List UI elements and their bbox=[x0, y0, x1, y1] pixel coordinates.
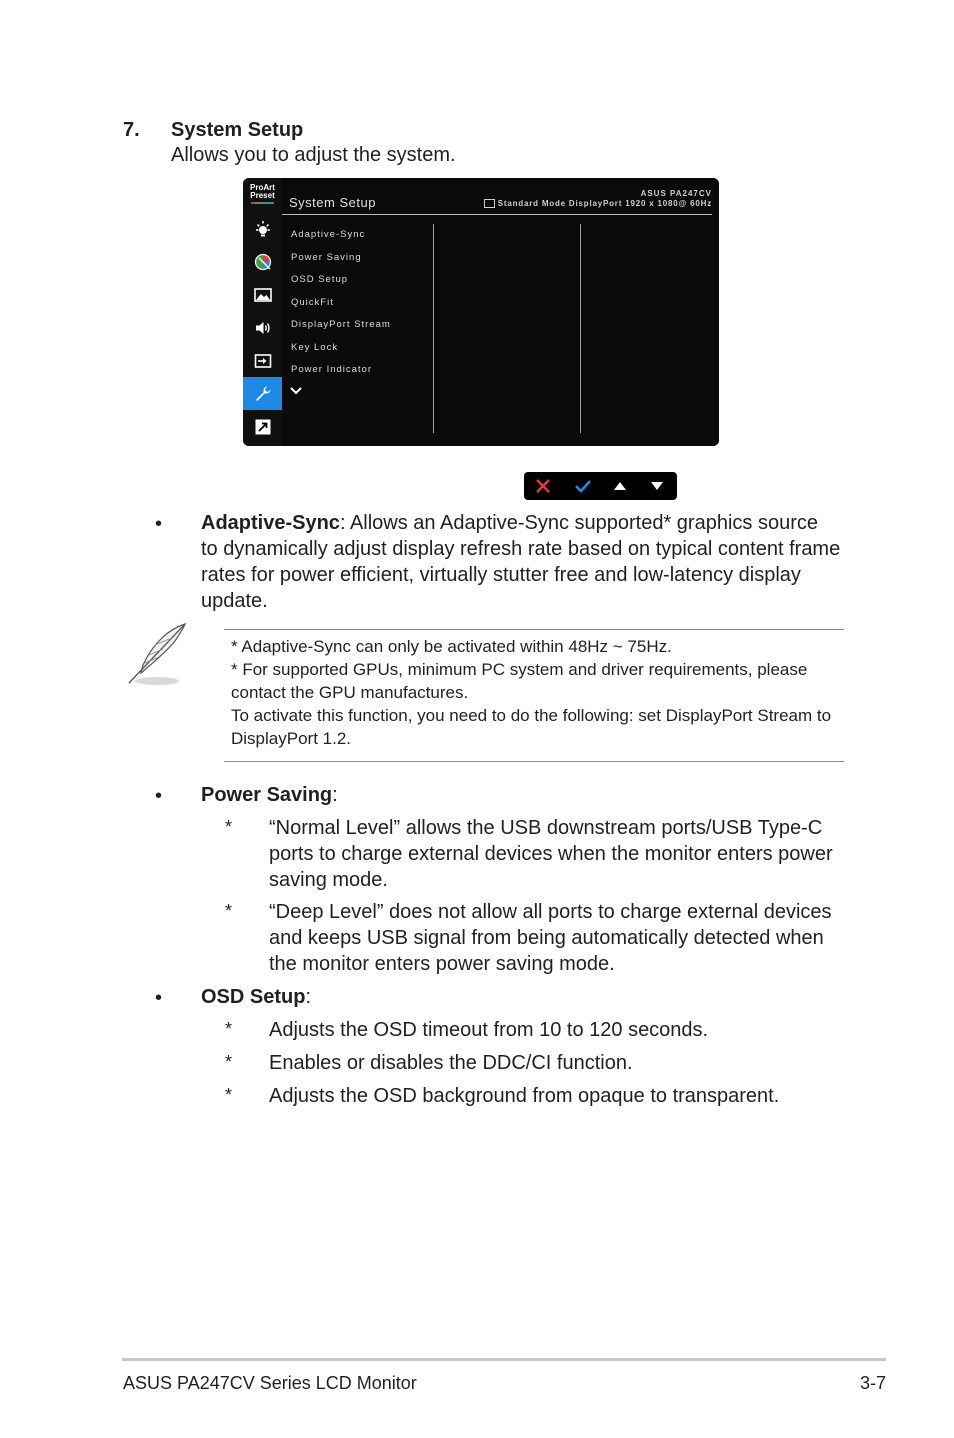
osd-menu bbox=[243, 178, 719, 446]
adaptive-sync-paragraph bbox=[201, 510, 841, 614]
osd-setup-term: OSD Setup bbox=[201, 986, 306, 1008]
check-icon[interactable] bbox=[573, 476, 593, 496]
star-marker: * bbox=[225, 817, 233, 837]
logo-line-2: Preset bbox=[250, 191, 275, 200]
adaptive-sync-line: update. bbox=[201, 590, 268, 612]
osd-navigation-bar bbox=[524, 472, 677, 500]
colon: : bbox=[305, 986, 312, 1008]
wrench-icon[interactable] bbox=[243, 377, 282, 410]
note-top-rule bbox=[224, 629, 844, 630]
adaptive-sync-term: Adaptive-Sync bbox=[201, 512, 340, 534]
power-saving-line: “Normal Level” allows the USB downstream ports/USB Type-C bbox=[269, 817, 823, 839]
column-divider bbox=[580, 224, 581, 433]
brightness-icon[interactable] bbox=[243, 212, 282, 245]
power-saving-line: the monitor enters power saving mode. bbox=[269, 953, 615, 975]
osd-setup-item: Adjusts the OSD background from opaque to transparent. bbox=[269, 1085, 780, 1107]
power-saving-item bbox=[269, 815, 849, 893]
colon: : bbox=[332, 784, 338, 806]
note-line: To activate this function, you need to do the following: set DisplayPort Stream to bbox=[231, 706, 832, 725]
osd-title: System Setup bbox=[289, 195, 376, 210]
note-line: DisplayPort 1.2. bbox=[231, 729, 351, 748]
bullet: • bbox=[155, 785, 163, 807]
note-line: contact the GPU manufactures. bbox=[231, 683, 469, 702]
page-number: 3-7 bbox=[859, 1373, 886, 1393]
osd-menu-item[interactable]: Adaptive-Sync bbox=[291, 229, 366, 240]
power-saving-heading bbox=[201, 782, 338, 808]
proart-preset-logo bbox=[247, 184, 278, 204]
adaptive-sync-text: : Allows an Adaptive-Sync supported* graphics source bbox=[339, 512, 818, 534]
star-marker: * bbox=[225, 1019, 233, 1039]
section-number: 7. bbox=[123, 119, 140, 141]
logo-line-1: ProArt bbox=[250, 183, 275, 192]
feather-note-icon bbox=[123, 621, 191, 689]
osd-menu-item[interactable]: QuickFit bbox=[291, 297, 334, 308]
image-icon[interactable] bbox=[243, 278, 282, 311]
star-marker: * bbox=[225, 1052, 233, 1072]
footer-title: ASUS PA247CV Series LCD Monitor bbox=[123, 1373, 417, 1393]
sound-icon[interactable] bbox=[243, 311, 282, 344]
power-saving-line: saving mode. bbox=[269, 869, 388, 891]
osd-setup-heading bbox=[201, 984, 311, 1010]
adaptive-sync-line: rates for power efficient, virtually stutter free and low-latency display bbox=[201, 564, 801, 586]
osd-model: ASUS PA247CV bbox=[640, 189, 712, 198]
osd-menu-item[interactable]: Key Lock bbox=[291, 342, 339, 353]
chevron-down-icon[interactable] bbox=[289, 386, 303, 396]
osd-setup-item: Enables or disables the DDC/CI function. bbox=[269, 1052, 633, 1074]
note-bottom-rule bbox=[224, 761, 844, 762]
osd-menu-item[interactable]: Power Saving bbox=[291, 252, 362, 263]
input-select-icon[interactable] bbox=[243, 344, 282, 377]
close-icon[interactable] bbox=[533, 476, 553, 496]
power-saving-line: “Deep Level” does not allow all ports to charge external devices bbox=[269, 901, 832, 923]
footer-rule bbox=[122, 1358, 886, 1361]
color-icon[interactable] bbox=[243, 245, 282, 278]
adaptive-sync-line-1 bbox=[201, 510, 841, 536]
osd-menu-item[interactable]: OSD Setup bbox=[291, 274, 349, 285]
power-saving-line: ports to charge external devices when the monitor enters power bbox=[269, 843, 833, 865]
note-line: * Adaptive-Sync can only be activated within 48Hz ~ 75Hz. bbox=[231, 637, 672, 656]
power-saving-term: Power Saving bbox=[201, 784, 333, 806]
star-marker: * bbox=[225, 901, 233, 921]
down-arrow-icon[interactable] bbox=[647, 476, 667, 496]
osd-sidebar bbox=[243, 178, 282, 446]
star-marker: * bbox=[225, 1085, 233, 1105]
power-saving-item bbox=[269, 899, 849, 977]
bullet: • bbox=[155, 987, 163, 1009]
osd-divider bbox=[282, 214, 712, 215]
osd-menu-item[interactable]: Power Indicator bbox=[291, 364, 373, 375]
adaptive-sync-line: to dynamically adjust display refresh rate based on typical content frame bbox=[201, 538, 841, 560]
up-arrow-icon[interactable] bbox=[610, 476, 630, 496]
osd-menu-item[interactable]: DisplayPort Stream bbox=[291, 319, 391, 330]
osd-status-text: Standard Mode DisplayPort 1920 x 1080@ 60Hz bbox=[497, 199, 712, 208]
power-saving-line: and keeps USB signal from being automatically detected when bbox=[269, 927, 824, 949]
osd-setup-item: Adjusts the OSD timeout from 10 to 120 seconds. bbox=[269, 1019, 709, 1041]
column-divider bbox=[433, 224, 434, 433]
monitor-icon bbox=[484, 199, 495, 208]
section-description: Allows you to adjust the system. bbox=[171, 144, 456, 166]
osd-main-panel bbox=[282, 178, 719, 446]
section-title: System Setup bbox=[171, 119, 304, 141]
note-text bbox=[231, 635, 851, 750]
osd-status bbox=[484, 199, 712, 208]
bullet: • bbox=[155, 513, 163, 535]
note-line: * For supported GPUs, minimum PC system and driver requirements, please bbox=[231, 660, 808, 679]
shortcut-icon[interactable] bbox=[243, 410, 282, 443]
